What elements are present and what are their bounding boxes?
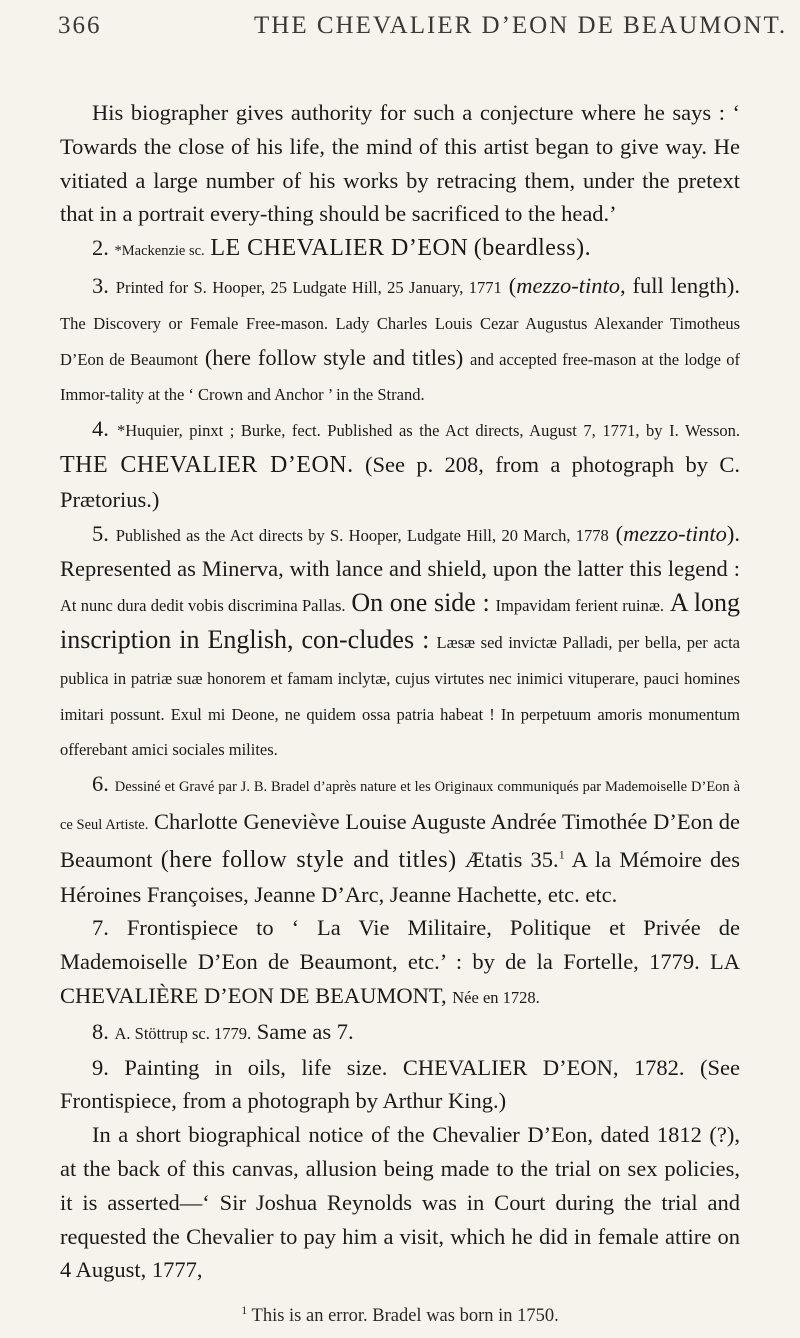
credit-line: Dessiné et Gravé par J. B. Bradel d’après nature et les Originaux communiqués par Mademoiselle D’Eon à ce Seul Artiste. <box>60 779 741 833</box>
entry-number: 5. <box>92 520 109 546</box>
memorial-text: A la Mémoire des Héroines Françoises, Jeanne D’Arc, Jeanne Hachette, etc. etc. <box>60 846 740 907</box>
frontispiece-text: Frontispiece to ‘ La Vie Militaire, Politique et Privée de Mademoiselle D’Eon de Beaumont, etc.’ : by de la Fortelle, 1779. <box>60 915 741 975</box>
legend-text: At nunc dura dedit vobis discrimina Pallas. <box>60 596 346 616</box>
paren-open: ( <box>508 272 517 298</box>
credit-line: *Huquier, pinxt ; Burke, fect. Published as the Act directs, August 7, 1771, by I. Wesson. <box>116 421 740 441</box>
medium: mezzo-tinto <box>516 272 620 298</box>
entry-9 <box>60 1051 740 1119</box>
publication-line: Published as the Act directs by S. Hooper, Ludgate Hill, 20 March, 1778 <box>115 525 609 545</box>
portrait-title: LA CHEVALIÈRE D’EON DE BEAUMONT, <box>60 949 740 1008</box>
portrait-title: THE CHEVALIER D’EON. <box>60 451 354 478</box>
entry-number: 8. <box>92 1018 109 1044</box>
entry-8 <box>60 1015 740 1051</box>
sitter-name: Charlotte Geneviève Louise Auguste Andrée Timothée D’Eon de Beaumont <box>60 808 740 872</box>
style-titles-note: (here follow style and titles) <box>160 846 457 873</box>
portrait-title: LE CHEVALIER D’EON <box>210 235 469 262</box>
paren-open: ( <box>615 520 624 546</box>
intro-paragraph: His biographer gives authority for such a conjecture where he says : ‘ Towards the close of his life, the mind of this artist began to give way. He vitiated a large number of his works by retracing them, under the pretext that in a portrait every-thing should be sacrificed to the head.’ <box>60 100 740 227</box>
footnote-text: This is an error. Bradel was born in 1750. <box>251 1306 559 1326</box>
running-header <box>58 6 788 46</box>
side-text: Impavidam ferient ruinæ. <box>495 596 665 616</box>
entry-6 <box>60 767 740 911</box>
entry-number: 4. <box>92 416 109 442</box>
running-title: THE CHEVALIER D’EON DE BEAUMONT. <box>254 12 788 39</box>
entry-4 <box>60 412 740 516</box>
footnote-marker: 1 <box>558 847 565 862</box>
publication-line: Printed for S. Hooper, 25 Ludgate Hill, 25 January, 1771 <box>115 277 502 297</box>
entry-number: 7. <box>92 915 109 941</box>
entry-description: The Discovery or Female Free-mason. Lady Charles Louis Cezar Augustus Alexander Timotheus D’Eon de Beaumont <box>60 313 740 369</box>
represented-text: Represented as Minerva, with lance and shield, upon the latter this legend : <box>60 556 740 582</box>
page-body <box>60 96 740 1287</box>
entry-3 <box>60 269 740 412</box>
birth-note: Née en 1728. <box>452 987 540 1007</box>
portrait-note: (See Frontispiece, from a photograph by Arthur King.) <box>60 1054 740 1114</box>
footnote-number: 1 <box>241 1302 248 1317</box>
portrait-note: (See p. 208, from a photograph by C. Prætorius.) <box>60 451 740 512</box>
entry-number: 3. <box>92 272 109 298</box>
entry-text: Same as 7. <box>256 1018 354 1044</box>
footnote <box>60 1302 740 1327</box>
closing-paragraph: In a short biographical notice of the Chevalier D’Eon, dated 1812 (?), at the back of this canvas, allusion being made to the trial on sex policies, it is asserted—‘ Sir Joshua Reynolds was in Court during the trial and requested the Chevalier to pay him a visit, which he did in female attire on 4 August, 1777, <box>60 1122 740 1283</box>
paren-close: ). <box>726 520 740 546</box>
latin-inscription: Læsæ sed invictæ Palladi, per bella, per acta publica in patriæ suæ honorem et famam inclytæ, cujus virtutes nec inimici vituperare, pauci homines imitari possunt. Exul mi Deone, ne quidem ossa patria habeat ! In perpetuum amoris monumentum offerebant amici sociales milites. <box>60 632 740 760</box>
style-titles-note: (here follow style and titles) <box>204 344 464 370</box>
entry-number: 9. <box>92 1054 109 1080</box>
entry-5 <box>60 517 740 768</box>
entry-number: 6. <box>92 771 109 797</box>
entry-number: 2. <box>92 235 109 261</box>
portrait-note: (beardless). <box>473 235 592 262</box>
page-number: 366 <box>58 12 102 39</box>
engraver-credit: *Mackenzie sc. <box>114 243 205 260</box>
entry-description-rest: and accepted free-mason at the lodge of Immor-tality at the ‘ Crown and Anchor ’ in the Strand. <box>60 349 741 405</box>
engraver-credit: A. Stöttrup sc. 1779. <box>114 1023 252 1043</box>
medium: mezzo-tinto <box>623 520 727 546</box>
entry-text: Painting in oils, life size. <box>124 1054 388 1080</box>
length-note: , full length). <box>619 272 741 298</box>
portrait-title: CHEVALIER D’EON, 1782. <box>402 1054 685 1080</box>
entry-7 <box>60 911 740 1014</box>
entry-2 <box>60 231 740 269</box>
age-note: Ætatis 35. <box>464 846 559 872</box>
inscription-intro: A long inscription in English, con-cludes : <box>60 588 741 654</box>
side-label: On one side : <box>351 588 490 618</box>
